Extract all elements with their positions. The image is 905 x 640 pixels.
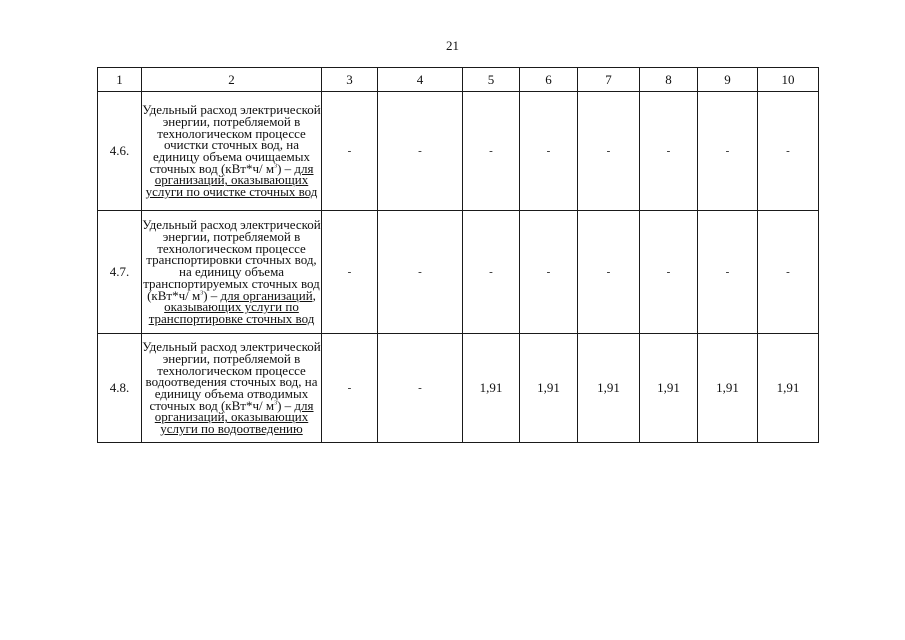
- value-cell: -: [698, 211, 758, 334]
- value-cell: -: [640, 211, 698, 334]
- column-header: 7: [578, 68, 640, 92]
- value-cell: -: [378, 334, 463, 443]
- value-cell: 1,91: [640, 334, 698, 443]
- value-cell: -: [698, 92, 758, 211]
- page-number: 21: [446, 38, 459, 53]
- description-text: Удельный расход электрической энергии, потребляемой в технологическом процессе водоотведения сточных вод, на единицу объема отводимых сточных вод (кВт*ч/ $м^3$) – для организаций, оказывающих услуги по водоотведению: [142, 339, 321, 437]
- row-description: [142, 92, 322, 211]
- table-row: [98, 211, 819, 334]
- value-cell: -: [322, 92, 378, 211]
- description-text: Удельный расход электрической энергии, потребляемой в технологическом процессе транспортировки сточных вод, на единицу объема транспортируемых сточных вод (кВт*ч/ $м^3$) – для организаций, оказывающих услуги по транспортировке сточных вод: [142, 217, 321, 326]
- row-description: [142, 334, 322, 443]
- value-cell: -: [578, 211, 640, 334]
- table-row: [98, 334, 819, 443]
- column-header: 6: [520, 68, 578, 92]
- value-cell: -: [378, 92, 463, 211]
- value-cell: -: [578, 92, 640, 211]
- description-text: Удельный расход электрической энергии, потребляемой в технологическом процессе очистки сточных вод, на единицу объема очищаемых сточных вод (кВт*ч/ $м^3$) – для организаций, оказывающих услуги по очистке сточных вод: [142, 102, 321, 200]
- indicator-table: [97, 67, 819, 443]
- value-cell: -: [378, 211, 463, 334]
- value-cell: 1,91: [698, 334, 758, 443]
- value-cell: -: [463, 92, 520, 211]
- column-header: 1: [98, 68, 142, 92]
- value-cell: 1,91: [463, 334, 520, 443]
- row-number: 4.8.: [98, 334, 142, 443]
- value-cell: 1,91: [758, 334, 819, 443]
- value-cell: -: [520, 92, 578, 211]
- column-header: 5: [463, 68, 520, 92]
- value-cell: 1,91: [520, 334, 578, 443]
- column-header: 2: [142, 68, 322, 92]
- row-description: [142, 211, 322, 334]
- value-cell: -: [640, 92, 698, 211]
- column-header: 9: [698, 68, 758, 92]
- value-cell: -: [322, 334, 378, 443]
- value-cell: -: [758, 211, 819, 334]
- row-number: 4.7.: [98, 211, 142, 334]
- column-header: 10: [758, 68, 819, 92]
- value-cell: -: [463, 211, 520, 334]
- value-cell: -: [520, 211, 578, 334]
- row-number: 4.6.: [98, 92, 142, 211]
- value-cell: -: [322, 211, 378, 334]
- column-header: 4: [378, 68, 463, 92]
- value-cell: -: [758, 92, 819, 211]
- column-header: 3: [322, 68, 378, 92]
- column-header: 8: [640, 68, 698, 92]
- table-row: [98, 92, 819, 211]
- value-cell: 1,91: [578, 334, 640, 443]
- table-header-row: [98, 68, 819, 92]
